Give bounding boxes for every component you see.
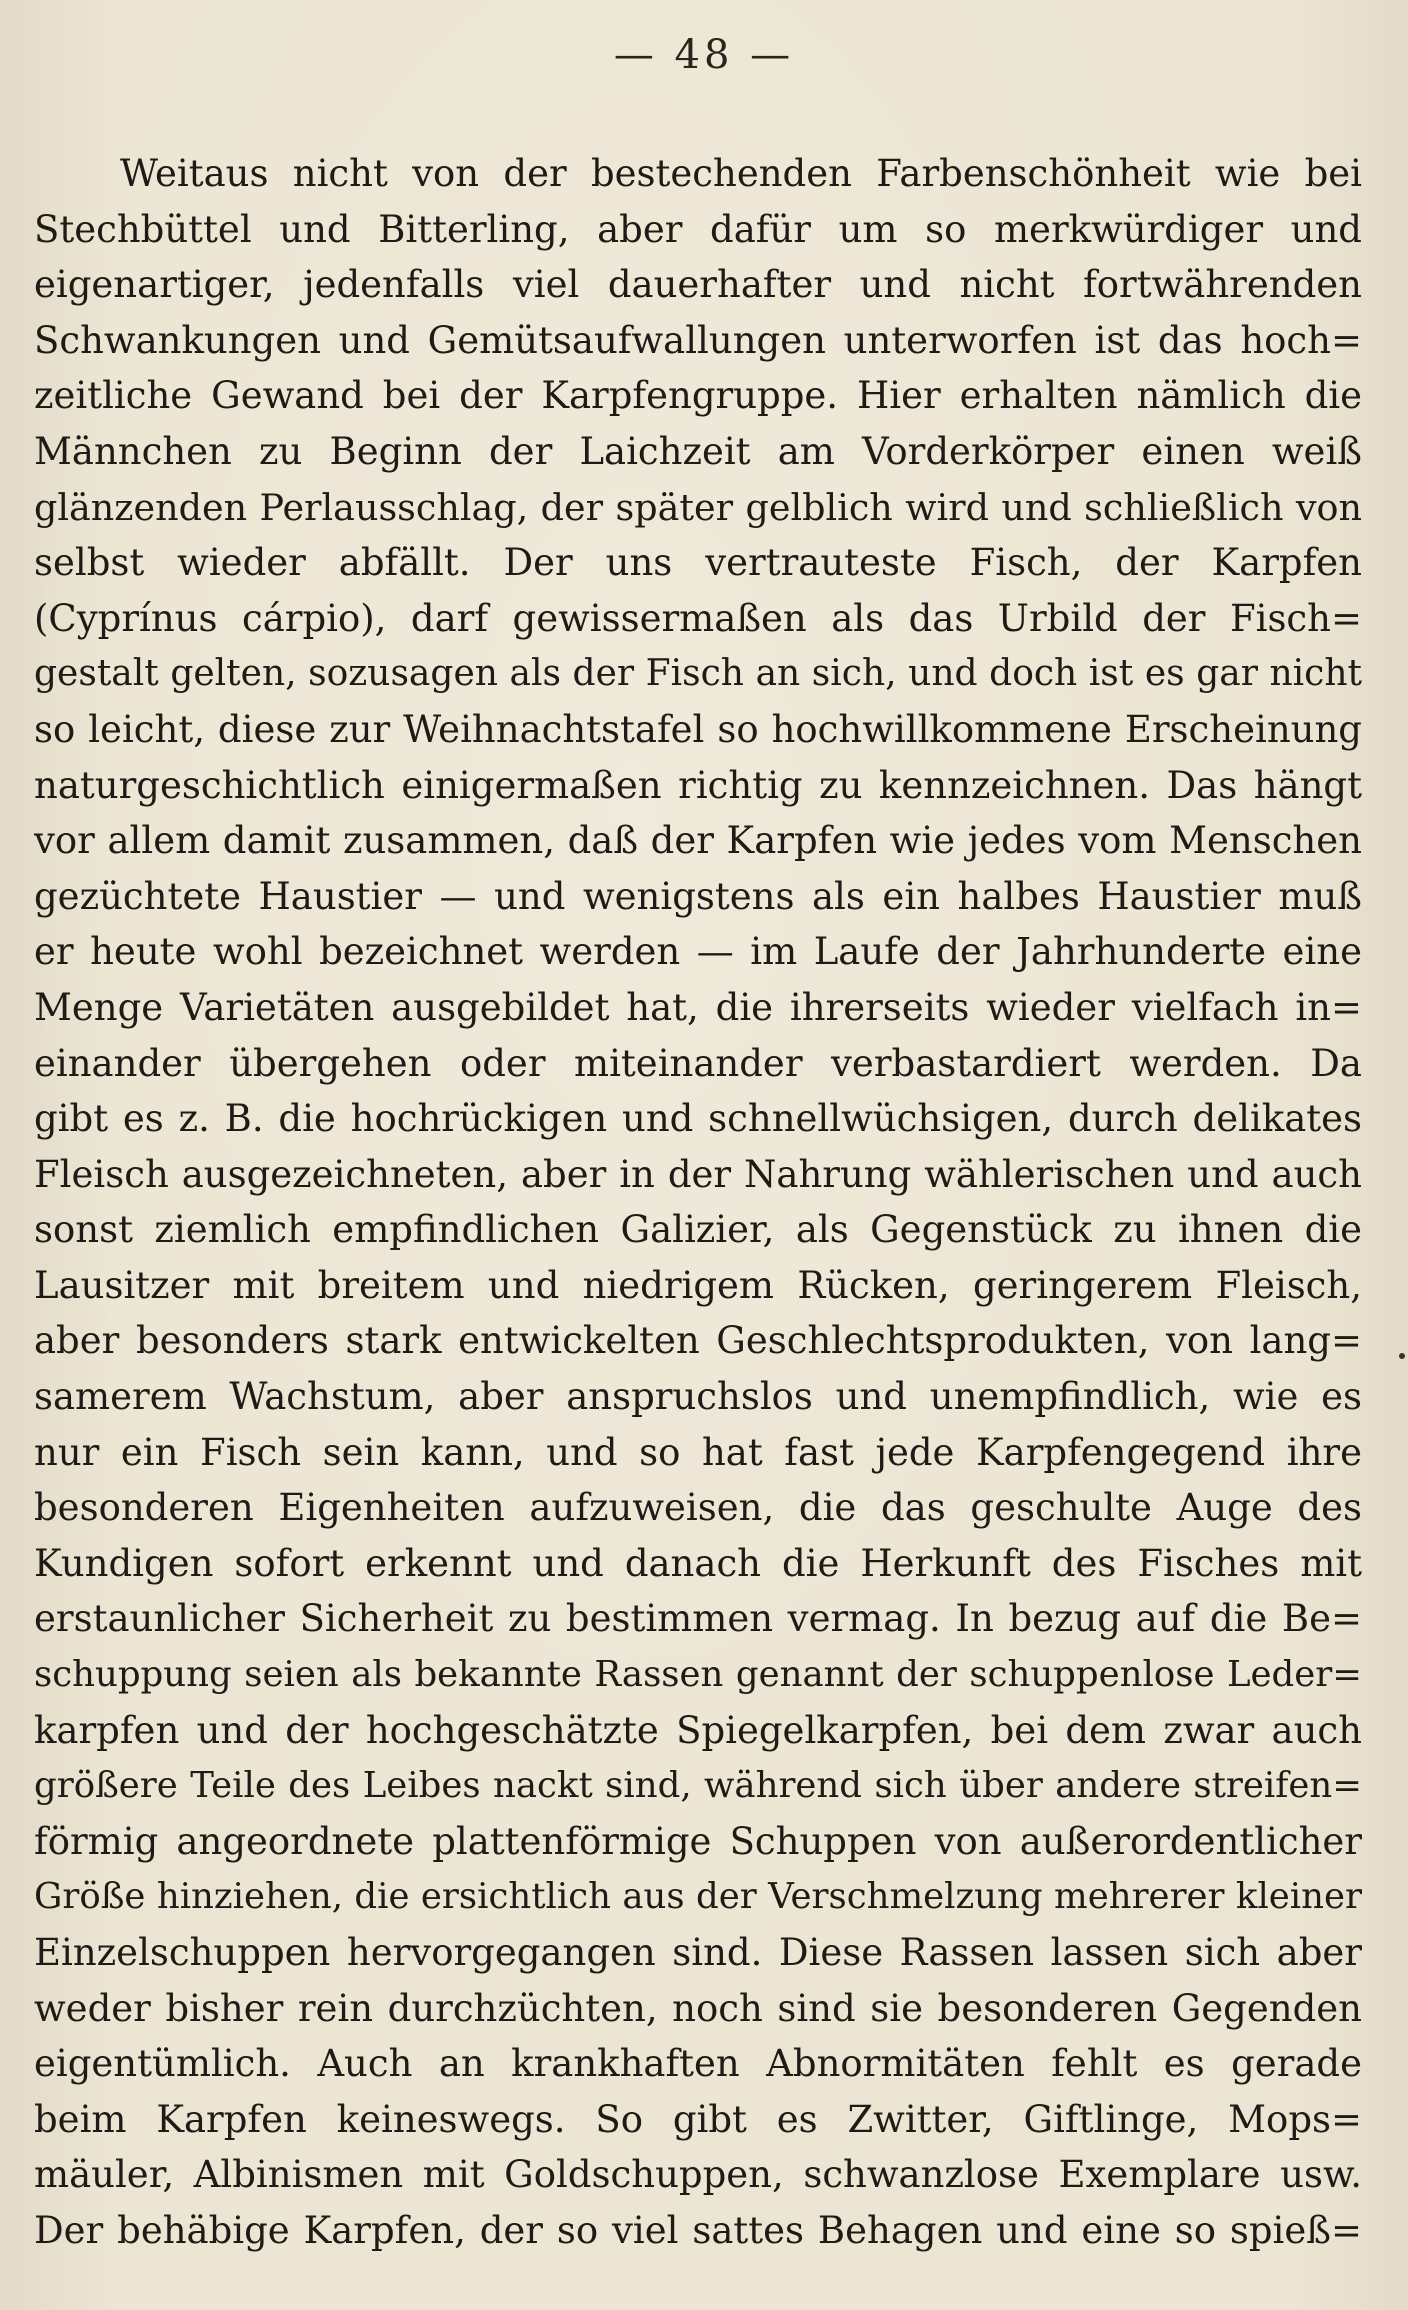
text-line: gezüchtete Haustier — und wenigstens als ein halbes Haustier muß — [34, 874, 1362, 918]
text-line: Fleisch ausgezeichneten, aber in der Nahrung wählerischen und auch — [34, 1152, 1362, 1196]
text-line: sonst ziemlich empfindlichen Galizier, als Gegenstück zu ihnen die — [34, 1208, 1362, 1252]
text-line: besonderen Eigenheiten aufzuweisen, die das geschulte Auge des — [34, 1486, 1362, 1530]
text-line: eigentümlich. Auch an krankhaften Abnormitäten fehlt es gerade — [34, 2042, 1362, 2086]
text-line: glänzenden Perlausschlag, der später gelblich wird und schließlich von — [34, 485, 1362, 529]
text-line: (Cyprínus cárpio), darf gewissermaßen als das Urbild der Fisch= — [34, 596, 1362, 640]
text-line: so leicht, diese zur Weihnachtstafel so hochwillkommene Erscheinung — [34, 707, 1362, 751]
text-line: zeitliche Gewand bei der Karpfengruppe. Hier erhalten nämlich die — [34, 374, 1362, 418]
text-line: samerem Wachstum, aber anspruchslos und unempfindlich, wie es — [34, 1375, 1362, 1419]
text-line: vor allem damit zusammen, daß der Karpfen wie jedes vom Menschen — [34, 819, 1362, 863]
body-text — [34, 146, 1362, 2259]
text-line: Lausitzer mit breitem und niedrigem Rücken, geringerem Fleisch, — [34, 1263, 1362, 1307]
text-line: Größe hinziehen, die ersichtlich aus der Verschmelzung mehrerer kleiner — [34, 1876, 1362, 1918]
text-line: naturgeschichtlich einigermaßen richtig zu kennzeichnen. Das hängt — [34, 763, 1362, 807]
text-line: Der behäbige Karpfen, der so viel sattes Behagen und eine so spieß= — [34, 2208, 1362, 2252]
text-line: förmig angeordnete plattenförmige Schuppen von außerordentlicher — [34, 1819, 1362, 1863]
text-line: beim Karpfen keineswegs. So gibt es Zwitter, Giftlinge, Mops= — [34, 2097, 1362, 2141]
text-line: Schwankungen und Gemütsaufwallungen unterworfen ist das hoch= — [34, 318, 1362, 362]
text-line: gestalt gelten, sozusagen als der Fisch an sich, und doch ist es gar nicht — [34, 653, 1362, 695]
text-line: Männchen zu Beginn der Laichzeit am Vorderkörper einen weiß — [34, 429, 1362, 473]
text-line: eigenartiger, jedenfalls viel dauerhafter und nicht fortwährenden — [34, 263, 1362, 307]
text-line: Stechbüttel und Bitterling, aber dafür um so merkwürdiger und — [34, 207, 1362, 251]
text-line: mäuler, Albinismen mit Goldschuppen, schwanzlose Exemplare usw. — [34, 2153, 1362, 2197]
text-line: Weitaus nicht von der bestechenden Farbenschönheit wie bei — [120, 152, 1362, 195]
text-line: selbst wieder abfällt. Der uns vertrauteste Fisch, der Karpfen — [34, 541, 1362, 585]
text-line: erstaunlicher Sicherheit zu bestimmen vermag. In bezug auf die Be= — [34, 1597, 1362, 1641]
text-line: einander übergehen oder miteinander verbastardiert werden. Da — [34, 1041, 1362, 1085]
text-line: gibt es z. B. die hochrückigen und schnellwüchsigen, durch delikates — [34, 1097, 1362, 1141]
text-line: nur ein Fisch sein kann, und so hat fast jede Karpfengegend ihre — [34, 1430, 1362, 1474]
text-line: größere Teile des Leibes nackt sind, während sich über andere streifen= — [34, 1765, 1362, 1807]
text-line: aber besonders stark entwickelten Geschlechtsprodukten, von lang= — [34, 1319, 1362, 1363]
text-line: Menge Varietäten ausgebildet hat, die ihrerseits wieder vielfach in= — [34, 985, 1362, 1029]
text-line: schuppung seien als bekannte Rassen genannt der schuppenlose Leder= — [34, 1654, 1362, 1696]
text-line: er heute wohl bezeichnet werden — im Laufe der Jahrhunderte eine — [34, 930, 1362, 974]
text-line: Einzelschuppen hervorgegangen sind. Diese Rassen lassen sich aber — [34, 1931, 1362, 1974]
page-number: — 48 — — [613, 32, 795, 78]
text-line: Kundigen sofort erkennt und danach die Herkunft des Fisches mit — [34, 1541, 1362, 1585]
text-line: karpfen und der hochgeschätzte Spiegelkarpfen, bei dem zwar auch — [34, 1708, 1362, 1752]
text-line: weder bisher rein durchzüchten, noch sind sie besonderen Gegenden — [34, 1986, 1362, 2030]
margin-speck — [1399, 1353, 1405, 1359]
